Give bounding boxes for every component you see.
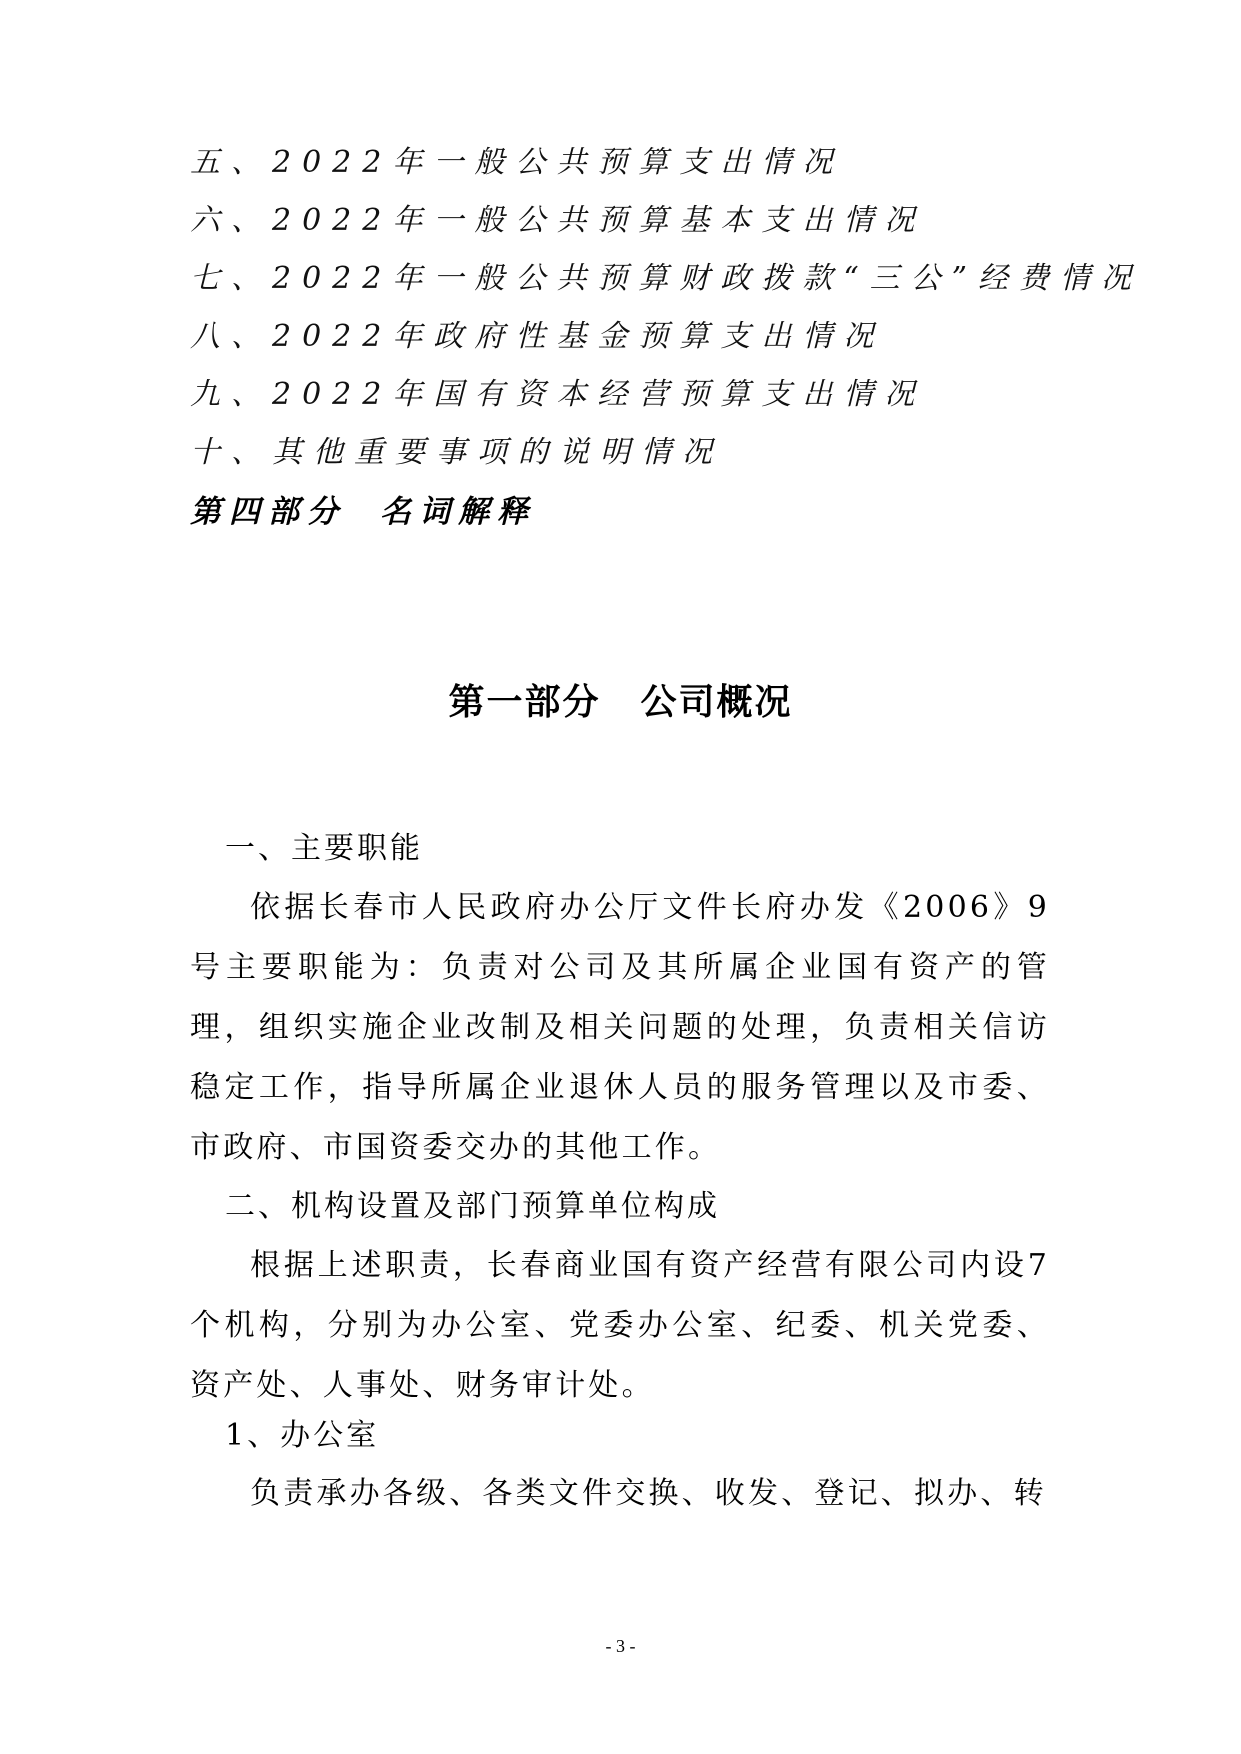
toc-item-number: 九、 [190, 377, 272, 412]
paragraph-main-functions: 依据长春市人民政府办公厅文件长府办发《2006》9号主要职能为：负责对公司及其所属企业国有资产的管理，组织实施企业改制及相关问题的处理，负责相关信访稳定工作，指导所属企业退休人员的服务管理以及市委、市政府、市国资委交办的其他工作。 [190, 890, 1050, 1165]
toc-item [190, 259, 1142, 299]
toc-item [190, 143, 843, 183]
toc-item-number: 五、 [190, 145, 272, 180]
toc-item [190, 375, 925, 415]
toc-item-number: 八、 [190, 319, 272, 354]
toc-item-number: 七、 [190, 261, 272, 296]
heading-main-functions: 一、主要职能 [225, 831, 423, 866]
paragraph-organization: 根据上述职责，长春商业国有资产经营有限公司内设7个机构，分别为办公室、党委办公室、纪委、机关党委、资产处、人事处、财务审计处。 [190, 1248, 1050, 1403]
toc-item-text: 其他重要事项的说明情况 [272, 435, 723, 470]
section-title [0, 678, 1241, 728]
heading-organization: 二、机构设置及部门预算单位构成 [225, 1189, 720, 1224]
toc-item-number: 十、 [190, 435, 272, 470]
toc-item-text: 2022年一般公共预算支出情况 [272, 145, 844, 180]
toc-item [190, 433, 723, 473]
toc-item-number: 六、 [190, 203, 272, 238]
section-label: 第一部分 [448, 682, 601, 723]
toc-item-text: 2022年国有资本经营预算支出情况 [272, 377, 926, 412]
toc-part-heading [190, 492, 536, 532]
toc-item-text: 2022年政府性基金预算支出情况 [272, 319, 885, 354]
heading-office: 1、办公室 [225, 1418, 380, 1453]
section-name: 公司概况 [640, 682, 793, 723]
page-number: - 3 - [605, 1636, 636, 1656]
paragraph-office: 负责承办各级、各类文件交换、收发、登记、拟办、转 [250, 1476, 1047, 1511]
toc-item [190, 317, 884, 357]
toc-part-title: 名词解释 [380, 494, 536, 530]
toc-item-text: 2022年一般公共预算基本支出情况 [272, 203, 926, 238]
toc-item-text: 2022年一般公共预算财政拨款“三公”经费情况 [272, 261, 1143, 296]
toc-item [190, 201, 925, 241]
toc-part-label: 第四部分 [190, 494, 346, 530]
